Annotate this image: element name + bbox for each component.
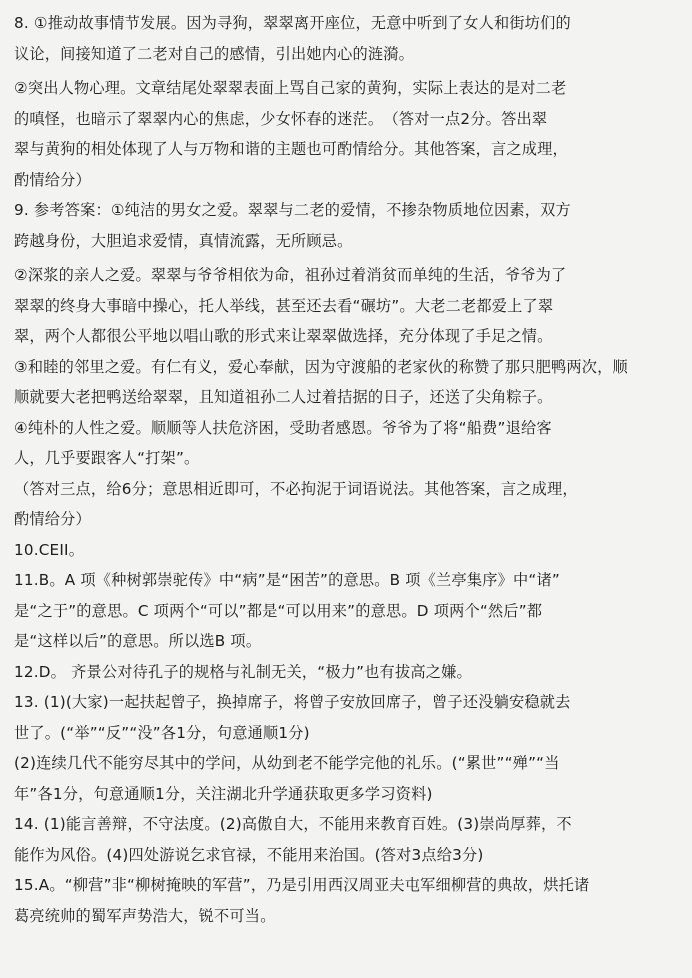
- text-line: 年”各1分，句意通顺1分，关注湖北升学通获取更多学习资料): [14, 784, 433, 803]
- text-line: 11.B。A 项《种树郭崇驼传》中“病”是“困苦”的意思。B 项《兰亭集序》中“诸”: [14, 571, 560, 589]
- text-line: 世了。(“举”“反”“没”各1分，句意通顺1分): [14, 723, 310, 742]
- text-line: 是“这样以后”的意思。所以选B 项。: [14, 632, 262, 650]
- text-line: 14. (1)能言善辩，不守法度。(2)高傲自大，不能用来教育百姓。(3)崇尚厚葬，不: [14, 815, 572, 833]
- text-line: ②突出人物心理。文章结尾处翠翠表面上骂自己家的黄狗，实际上表达的是对二老: [14, 79, 567, 97]
- text-line: 翠，两个人都很公平地以唱山歌的形式来让翠翠做选择，充分体现了手足之情。: [14, 327, 553, 345]
- text-line: 8. ①推动故事情节发展。因为寻狗，翠翠离开座位，无意中听到了女人和街坊们的: [14, 14, 571, 32]
- text-line: 酌情给分）: [14, 170, 91, 189]
- text-line: 是“之于”的意思。C 项两个“可以”都是“可以用来”的意思。D 项两个“然后”都: [14, 601, 543, 620]
- text-line: 10.CEII。: [14, 540, 85, 559]
- text-line: 人，几乎要跟客人“打架”。: [14, 449, 200, 467]
- text-line: 13. (1)(大家)一起扶起曾子，换掉席子，将曾子安放回席子，曾子还没躺安稳就去: [14, 693, 571, 711]
- text-line: 12.D。 齐景公对待孔子的规格与礼制无关，“极力”也有拔高之嫌。: [14, 662, 472, 681]
- text-line: （答对三点，给6分；意思相近即可，不必拘泥于词语说法。其他答案，言之成理，: [14, 479, 578, 498]
- text-line: 的嗔怪，也暗示了翠翠内心的焦虑，少女怀春的迷茫。 （答对一点2分。答出翠: [14, 109, 548, 128]
- text-line: 葛亮统帅的蜀军声势浩大，锐不可当。: [14, 906, 276, 925]
- text-line: 酌情给分）: [14, 510, 91, 528]
- text-line: 15.A。“柳营”非“柳树掩映的军营”，乃是引用西汉周亚夫屯军细柳营的典故，烘托诸: [14, 876, 590, 894]
- text-line: 顺就要大老把鸭送给翠翠，且知道祖孙二人过着拮据的日子，还送了尖角粽子。: [14, 388, 553, 406]
- text-line: 能作为风俗。(4)四处游说乞求官禄，不能用来治国。(答对3点给3分): [14, 845, 484, 864]
- text-line: 跨越身份，大胆追求爱情，真情流露，无所顾忌。: [14, 231, 353, 250]
- text-line: (2)连续几代不能穷尽其中的学问，从幼到老不能学完他的礼乐。(“累世”“殚”“当: [14, 754, 560, 772]
- text-line: ②深浆的亲人之爱。翠翠与爷爷相依为命，祖孙过着消贫而单纯的生活，爷爷为了: [14, 266, 567, 284]
- text-line: ④纯朴的人性之爱。顺顺等人扶危济困，受助者感恩。爷爷为了将“船费”退给客: [14, 418, 552, 437]
- text-line: ③和睦的邻里之爱。有仁有义，爱心奉献，因为守渡船的老家伙的称赞了那只肥鸭两次，顺: [14, 357, 628, 376]
- text-line: 翠与黄狗的相处体现了人与万物和谐的主题也可酌情给分。其他答案，言之成理，: [14, 140, 568, 158]
- text-line: 议论，间接知道了二老对自己的感情，引出她内心的涟漪。: [14, 44, 415, 63]
- text-line: 9. 参考答案：①纯洁的男女之爱。翠翠与二老的爱情，不掺杂物质地位因素，双方: [14, 201, 571, 219]
- text-line: 翠翠的终身大事暗中操心，托人举线，甚至还去看“碾坊”。大老二老都爱上了翠: [14, 296, 554, 315]
